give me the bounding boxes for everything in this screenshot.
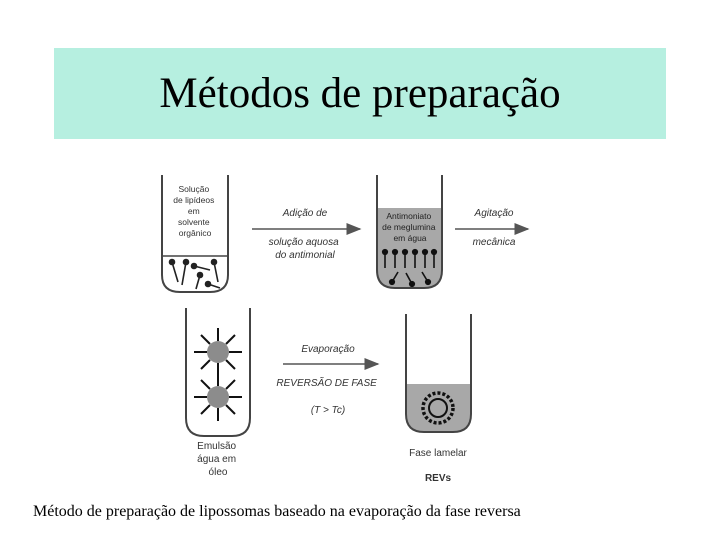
- arrow-2-label-bottom: mecânica: [472, 237, 516, 248]
- tube-1-label: Solução de lipídeos em solvente orgânico: [173, 184, 215, 238]
- tube-1: [162, 175, 228, 292]
- arrow-1: [252, 208, 360, 261]
- arrow-3: [276, 344, 379, 416]
- arrow-1-label-top: Adição de: [282, 208, 328, 219]
- revs-label: REVs: [424, 473, 452, 484]
- tube-2: [377, 175, 442, 288]
- arrow-2: [455, 208, 528, 248]
- arrow-3-label-bottom: REVERSÃO DE FASE (T > Tc): [276, 378, 377, 416]
- tube-3-caption: Emulsão água em óleo: [197, 441, 237, 478]
- tube-4-caption: Fase lamelar: [409, 448, 467, 459]
- arrow-2-label-top: Agitação: [474, 208, 514, 219]
- tube-4: [406, 314, 471, 484]
- reverse-micelle: [194, 374, 242, 421]
- arrow-1-label-bottom: solução aquosa do antimonial: [268, 237, 339, 261]
- tube-2-label: Antimoniato de meglumina em água: [382, 211, 436, 243]
- arrow-3-label-top: Evaporação: [301, 344, 355, 355]
- tube-3: [186, 308, 250, 478]
- lipid-molecules: [170, 260, 221, 290]
- slide-title: Métodos de preparação: [159, 70, 561, 117]
- reverse-micelle: [194, 328, 242, 376]
- figure-caption: Método de preparação de lipossomas baseado na evaporação da fase reversa: [33, 503, 521, 520]
